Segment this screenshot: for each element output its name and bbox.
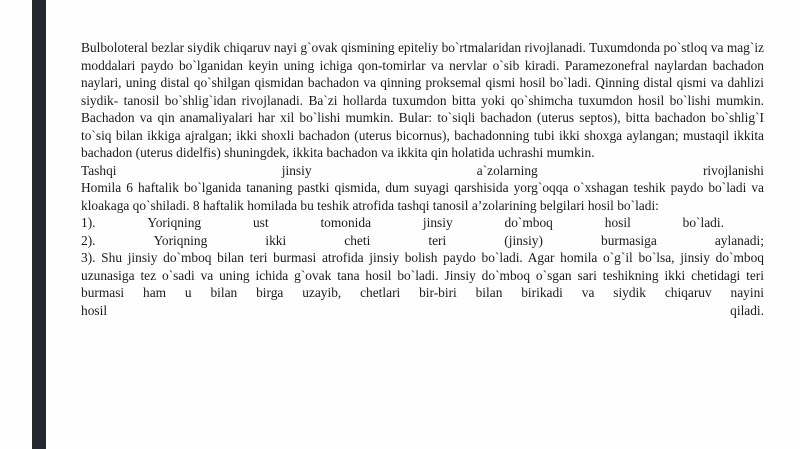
document-body	[81, 39, 764, 319]
list-word: Yoriqning	[153, 232, 208, 248]
list-word: (jinsiy)	[504, 232, 543, 248]
paragraph-1: Bulboloteral bezlar siydik chiqaruv nayi g`ovak qismining epiteliy bo`rtmalaridan rivojlanadi. Tuxumdonda po`stloq va mag`iz moddalari paydo bo`lganidan keyin uning ichiga qon-tomirlar va nervlar o`sib kiradi. Paramezonefral naylardan bachadon naylari, uning distal qo`shilgan qismidan bachadon va qinning proksemal qismi hosil bo`ladi. Qinning distal qismi va dahlizi siydik- tanosil bo`shlig`idan rivojlanadi. Ba`zi hollarda tuxumdon bitta yoki qo`shimcha tuxumdon hosil bo`lishi mumkin. Bachadon va qin anamaliyalari har xil bo`lishi mumkin. Bular: to`siqli bachadon (uterus septos), bitta bachadon bo`shlig`I to`siq bilan ikkiga ajralgan; ikki shoxli bachadon (uterus bicornus), bachadonning tubi ikki shoxga aylangan; mustaqil ikkita bachadon (uterus didelfis) shuningdek, ikkita bachadon va ikkita qin holatida uchrashi mumkin.	[81, 40, 764, 160]
heading-line	[81, 162, 764, 180]
list-word: 1).	[81, 215, 96, 230]
final-word: qiladi.	[730, 302, 764, 318]
list-word: tomonida	[320, 215, 372, 230]
list-word: teri	[428, 232, 447, 248]
list-word: burmasiga	[601, 232, 657, 248]
list-word: Yoriqning	[147, 215, 202, 230]
list-word: hosil	[604, 215, 631, 230]
paragraph-2: Homila 6 haftalik bo`lganida tananing pastki qismida, dum suyagi qarshisida yorg`oqqa o`xshagan teshik paydo bo`ladi va kloakaga qo`shiladi. 8 haftalik homilada bu teshik atrofida tashqi tanosil a’zolarining belgilari hosil bo`ladi:	[81, 180, 764, 213]
final-line	[81, 302, 764, 320]
list-word: aylanadi;	[714, 232, 764, 248]
list-word: ust	[252, 215, 269, 230]
heading-word: Tashqi	[81, 162, 117, 178]
heading-word: jinsiy	[281, 162, 312, 178]
list-word: jinsiy	[422, 215, 453, 230]
heading-word: rivojlanishi	[702, 162, 764, 178]
heading-word: a`zolarning	[476, 162, 538, 178]
final-word: hosil	[81, 302, 108, 318]
list-word: ikki	[265, 232, 287, 248]
list-word: do`mboq	[504, 215, 553, 230]
left-accent-bar	[32, 0, 46, 449]
list-word: 2).	[81, 232, 96, 248]
list-word: bo`ladi.	[682, 215, 724, 230]
list-word: cheti	[344, 232, 371, 248]
list-line-2	[81, 232, 764, 250]
paragraph-3: 3). Shu jinsiy do`mboq bilan teri burmasi atrofida jinsiy bolish paydo bo`ladi. Agar homila o`g`il bo`lsa, jinsiy do`mboq uzunasiga tez o`sadi va uning ichida g`ovak tana hosil bo`ladi. Jinsiy do`mboq o`sgan sari teshikning ikki chetidagi teri burmasi ham u bilan birga uzayib, chetlari bir-biri bilan birikadi va siydik chiqaruv nayini	[81, 250, 764, 300]
list-line-1	[81, 214, 764, 232]
